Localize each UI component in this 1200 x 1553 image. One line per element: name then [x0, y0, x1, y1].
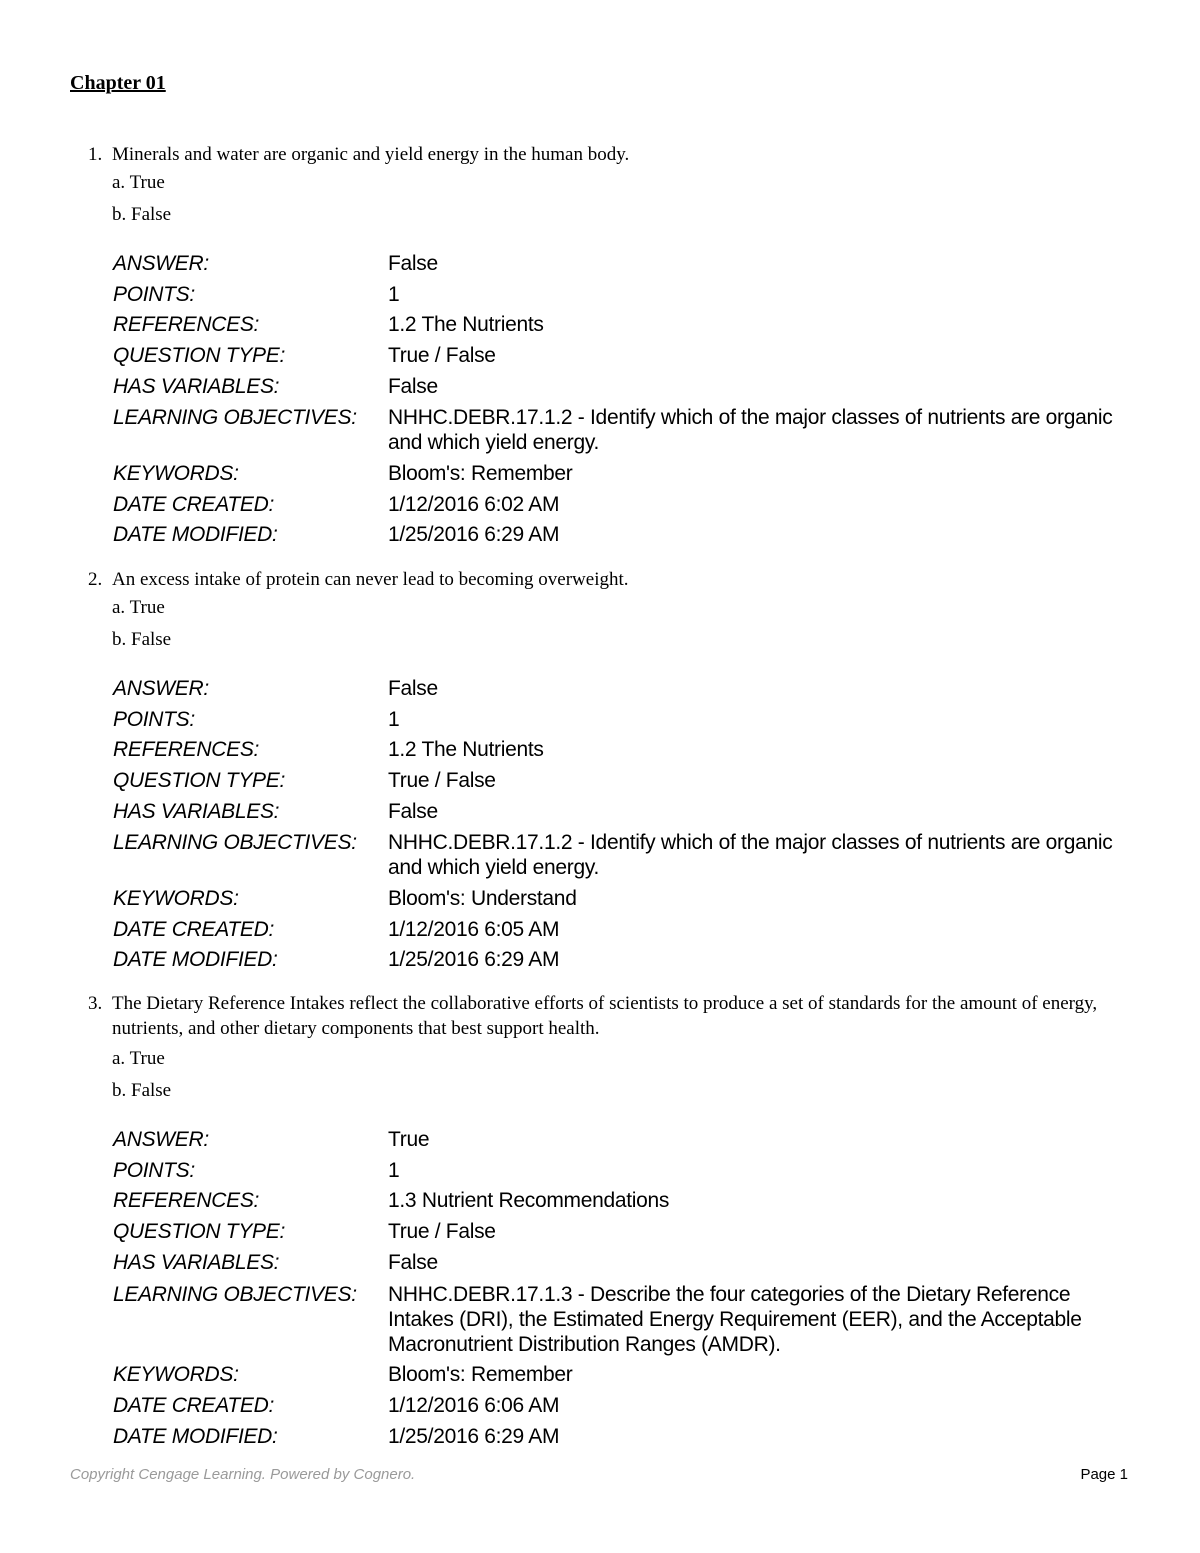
keywords-value: Bloom's: Remember: [388, 462, 573, 485]
date-created-value: 1/12/2016 6:05 AM: [388, 918, 560, 941]
keywords-label: KEYWORDS:: [113, 1363, 239, 1386]
question-text: The Dietary Reference Intakes reflect the collaborative efforts of scientists to produce a set of standards for the amount of energy, nutrients, and other dietary components that best support health.: [112, 993, 1098, 1039]
references-value: 1.2 The Nutrients: [388, 313, 544, 336]
question-type-value: True / False: [388, 1220, 496, 1243]
learning-objectives-label: LEARNING OBJECTIVES:: [113, 406, 357, 429]
date-modified-label: DATE MODIFIED:: [113, 1425, 278, 1448]
choice-a: a. True: [112, 597, 165, 618]
learning-objectives-value: NHHC.DEBR.17.1.2 - Identify which of the major classes of nutrients are organic and which yield energy.: [388, 406, 1113, 454]
references-label: REFERENCES:: [113, 313, 260, 336]
has-variables-value: False: [388, 375, 438, 398]
has-variables-value: False: [388, 1251, 438, 1274]
answer-value: False: [388, 252, 438, 275]
answer-label: ANSWER:: [113, 252, 209, 275]
date-created-value: 1/12/2016 6:06 AM: [388, 1394, 560, 1417]
has-variables-label: HAS VARIABLES:: [113, 375, 280, 398]
references-value: 1.2 The Nutrients: [388, 738, 544, 761]
date-modified-value: 1/25/2016 6:29 AM: [388, 948, 560, 971]
date-modified-value: 1/25/2016 6:29 AM: [388, 523, 560, 546]
choice-b: b. False: [112, 204, 172, 225]
question-number: 2.: [88, 569, 103, 590]
points-label: POINTS:: [113, 708, 195, 731]
question-text: An excess intake of protein can never lead to becoming overweight.: [112, 569, 629, 590]
question-stem: [88, 991, 1102, 1041]
choice-a: a. True: [112, 172, 165, 193]
learning-objectives-label: LEARNING OBJECTIVES:: [113, 1283, 357, 1306]
answer-label: ANSWER:: [113, 1128, 209, 1151]
question-type-value: True / False: [388, 769, 496, 792]
question-stem: [88, 567, 1102, 592]
question-stem: [88, 142, 1102, 167]
has-variables-label: HAS VARIABLES:: [113, 1251, 280, 1274]
learning-objectives-label: LEARNING OBJECTIVES:: [113, 831, 357, 854]
question-number: 1.: [88, 144, 103, 165]
question-type-label: QUESTION TYPE:: [113, 344, 285, 367]
points-value: 1: [388, 708, 400, 731]
footer-page-number: Page 1: [1080, 1466, 1128, 1483]
answer-value: False: [388, 677, 438, 700]
keywords-value: Bloom's: Remember: [388, 1363, 573, 1386]
date-created-label: DATE CREATED:: [113, 918, 275, 941]
points-label: POINTS:: [113, 1159, 195, 1182]
question-text: Minerals and water are organic and yield energy in the human body.: [112, 144, 630, 165]
question-type-label: QUESTION TYPE:: [113, 1220, 285, 1243]
answer-label: ANSWER:: [113, 677, 209, 700]
points-value: 1: [388, 283, 400, 306]
date-modified-value: 1/25/2016 6:29 AM: [388, 1425, 560, 1448]
choice-b: b. False: [112, 629, 172, 650]
date-modified-label: DATE MODIFIED:: [113, 948, 278, 971]
date-created-value: 1/12/2016 6:02 AM: [388, 493, 560, 516]
choice-b: b. False: [112, 1080, 172, 1101]
keywords-value: Bloom's: Understand: [388, 887, 577, 910]
has-variables-label: HAS VARIABLES:: [113, 800, 280, 823]
question-type-label: QUESTION TYPE:: [113, 769, 285, 792]
has-variables-value: False: [388, 800, 438, 823]
date-created-label: DATE CREATED:: [113, 493, 275, 516]
answer-value: True: [388, 1128, 430, 1151]
references-label: REFERENCES:: [113, 738, 260, 761]
references-value: 1.3 Nutrient Recommendations: [388, 1189, 670, 1212]
keywords-label: KEYWORDS:: [113, 887, 239, 910]
learning-objectives-value: NHHC.DEBR.17.1.3 - Describe the four categories of the Dietary Reference Intakes (DRI), the Estimated Energy Requirement (EER), and the Acceptable Macronutrient Distribution Ranges (AMDR).: [388, 1283, 1082, 1356]
keywords-label: KEYWORDS:: [113, 462, 239, 485]
choice-a: a. True: [112, 1048, 165, 1069]
learning-objectives-value: NHHC.DEBR.17.1.2 - Identify which of the major classes of nutrients are organic and which yield energy.: [388, 831, 1113, 879]
date-created-label: DATE CREATED:: [113, 1394, 275, 1417]
question-type-value: True / False: [388, 344, 496, 367]
points-value: 1: [388, 1159, 400, 1182]
footer-copyright: Copyright Cengage Learning. Powered by Cognero.: [70, 1466, 416, 1483]
date-modified-label: DATE MODIFIED:: [113, 523, 278, 546]
points-label: POINTS:: [113, 283, 195, 306]
chapter-title: Chapter 01: [70, 72, 166, 94]
references-label: REFERENCES:: [113, 1189, 260, 1212]
question-number: 3.: [88, 993, 103, 1014]
